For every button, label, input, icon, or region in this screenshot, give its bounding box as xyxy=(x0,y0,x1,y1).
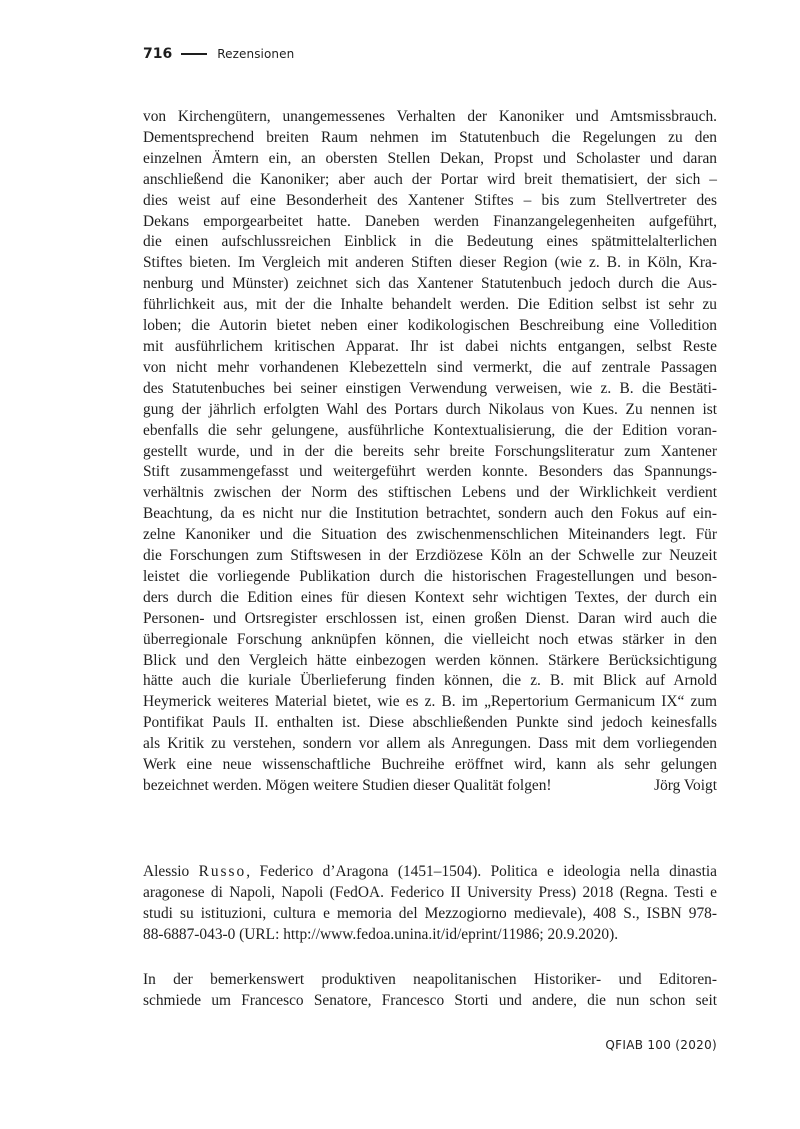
citation-line: studi su istituzioni, cultura e memoria del Mezzogiorno medievale), 408 S., ISBN 978- xyxy=(143,904,717,922)
text-line: Personen- und Ortsregister erschlossen ist, einen großen Dienst. Daran wird auch die xyxy=(143,609,717,627)
text-line: In der bemerkenswert produktiven neapolitanischen Historiker- und Editoren- xyxy=(143,971,717,988)
text-line: nenburg und Münster) zeichnet sich das Xantener Statutenbuch jedoch durch die Aus- xyxy=(143,275,717,293)
text-line: überregionale Forschung anknüpfen können, die vielleicht noch etwas stärker in den xyxy=(143,630,717,648)
citation-line: 88-6887-043-0 (URL: http://www.fedoa.unina.it/id/eprint/11986; 20.9.2020). xyxy=(143,925,619,943)
text-line: leistet die vorliegende Publikation durch die historischen Fragestellungen und beson- xyxy=(143,567,717,585)
text-line: verhältnis zwischen der Norm des stiftischen Lebens und der Wirklichkeit verdient xyxy=(143,484,717,502)
text-line: Stiftes bieten. Im Vergleich mit anderen Stiften dieser Region (wie z. B. in Köln, Kra- xyxy=(143,254,717,272)
citation-line xyxy=(143,862,717,883)
text-line: des Statutenbuches bei seiner einstigen Verwendung verweisen, wie z. B. die Bestäti- xyxy=(143,379,717,397)
text-line: ebenfalls die sehr gelungene, ausführliche Kontextualisierung, die der Edition voran- xyxy=(143,421,717,439)
text-line: dies weist auf eine Besonderheit des Xantener Stiftes – bis zum Stellvertreter des xyxy=(143,191,717,209)
citation-title: , Federico d’Aragona (1451–1504). Politica e ideologia nella dinastia xyxy=(246,863,717,880)
review-citation xyxy=(143,862,717,946)
header-dash xyxy=(181,53,207,55)
text-line: mit ausführlichem kritischen Apparat. Ihr ist dabei nichts entgangen, selbst Reste xyxy=(143,337,717,355)
text-line: von nicht mehr vorhandenen Klebezetteln sind vermerkt, die auf zentrale Passagen xyxy=(143,358,717,376)
text-line: Werk eine neue wissenschaftliche Buchreihe eröffnet wird, kann als sehr gelungen xyxy=(143,756,717,774)
text-line: gestellt wurde, und in der die bereits sehr breite Forschungsliteratur zum Xantener xyxy=(143,442,717,460)
author-surname: Russo xyxy=(198,863,247,880)
review-body-continued xyxy=(143,107,717,797)
author-first-name: Alessio xyxy=(143,863,190,880)
journal-footer: QFIAB 100 (2020) xyxy=(605,1038,717,1052)
text-line: Dekans emporgearbeitet hatte. Daneben werden Finanzangelegenheiten aufgeführt, xyxy=(143,212,717,230)
page-number: 716 xyxy=(143,46,173,62)
text-line: von Kirchengütern, unangemessenes Verhalten der Kanoniker und Amtsmissbrauch. xyxy=(143,108,717,125)
text-line: einzelnen Ämtern ein, an obersten Stellen Dekan, Propst und Scholaster und daran xyxy=(143,149,717,167)
section-title: Rezensionen xyxy=(217,47,295,61)
text-line: als Kritik zu verstehen, sondern vor allem als Anregungen. Dass mit dem vorliegenden xyxy=(143,735,717,753)
closing-line xyxy=(143,776,717,797)
text-line: hätte auch die kuriale Überlieferung finden können, die z. B. mit Blick auf Arnold xyxy=(143,672,717,690)
reviewer-signature: Jörg Voigt xyxy=(654,777,717,794)
text-line: zelne Kanoniker und die Situation des zwischenmenschlichen Miteinanders legt. Für xyxy=(143,526,717,544)
citation-line: aragonese di Napoli, Napoli (FedOA. Federico II University Press) 2018 (Regna. Testi e xyxy=(143,883,717,901)
text-line: schmiede um Francesco Senatore, Francesco Storti und andere, die nun schon seit xyxy=(143,991,717,1009)
text-line: gung der jährlich erfolgten Wahl des Portars durch Nikolaus von Kues. Zu nennen ist xyxy=(143,400,717,418)
text-line: Dementsprechend breiten Raum nehmen im Statutenbuch die Regelungen zu den xyxy=(143,128,717,146)
text-line: Blick und den Vergleich hätte einbezogen werden können. Stärkere Berücksichtigung xyxy=(143,651,717,669)
text-line: führlichkeit aus, mit der die Inhalte behandelt werden. Die Edition selbst ist sehr zu xyxy=(143,296,717,314)
text-line: die Forschungen zum Stiftswesen in der Erzdiözese Köln an der Schwelle zur Neuzeit xyxy=(143,547,717,565)
closing-sentence: bezeichnet werden. Mögen weitere Studien dieser Qualität folgen! xyxy=(143,777,552,794)
text-line: ders durch die Edition eines für diesen Kontext sehr wichtigen Textes, der durch ein xyxy=(143,588,717,606)
text-line: Beachtung, da es nicht nur die Institution betrachtet, sondern auch den Fokus auf ein- xyxy=(143,505,717,523)
text-line: loben; die Autorin bietet neben einer kodikologischen Beschreibung eine Volledition xyxy=(143,317,717,335)
text-line: Pontifikat Pauls II. enthalten ist. Diese abschließenden Punkte sind jedoch keinesfalls xyxy=(143,714,717,732)
running-header xyxy=(143,44,294,64)
text-line: die einen aufschlussreichen Einblick in die Bedeutung eines spätmittelalterlichen xyxy=(143,233,717,251)
text-line: anschließend die Kanoniker; aber auch der Portar wird breit thematisiert, der sich – xyxy=(143,170,717,188)
text-line: Stift zusammengefasst und weitergeführt werden konnte. Besonders das Spannungs- xyxy=(143,463,717,481)
text-line: Heymerick weiteres Material bietet, wie es z. B. im „Repertorium Germanicum IX“ zum xyxy=(143,693,717,711)
review-body xyxy=(143,970,717,1012)
